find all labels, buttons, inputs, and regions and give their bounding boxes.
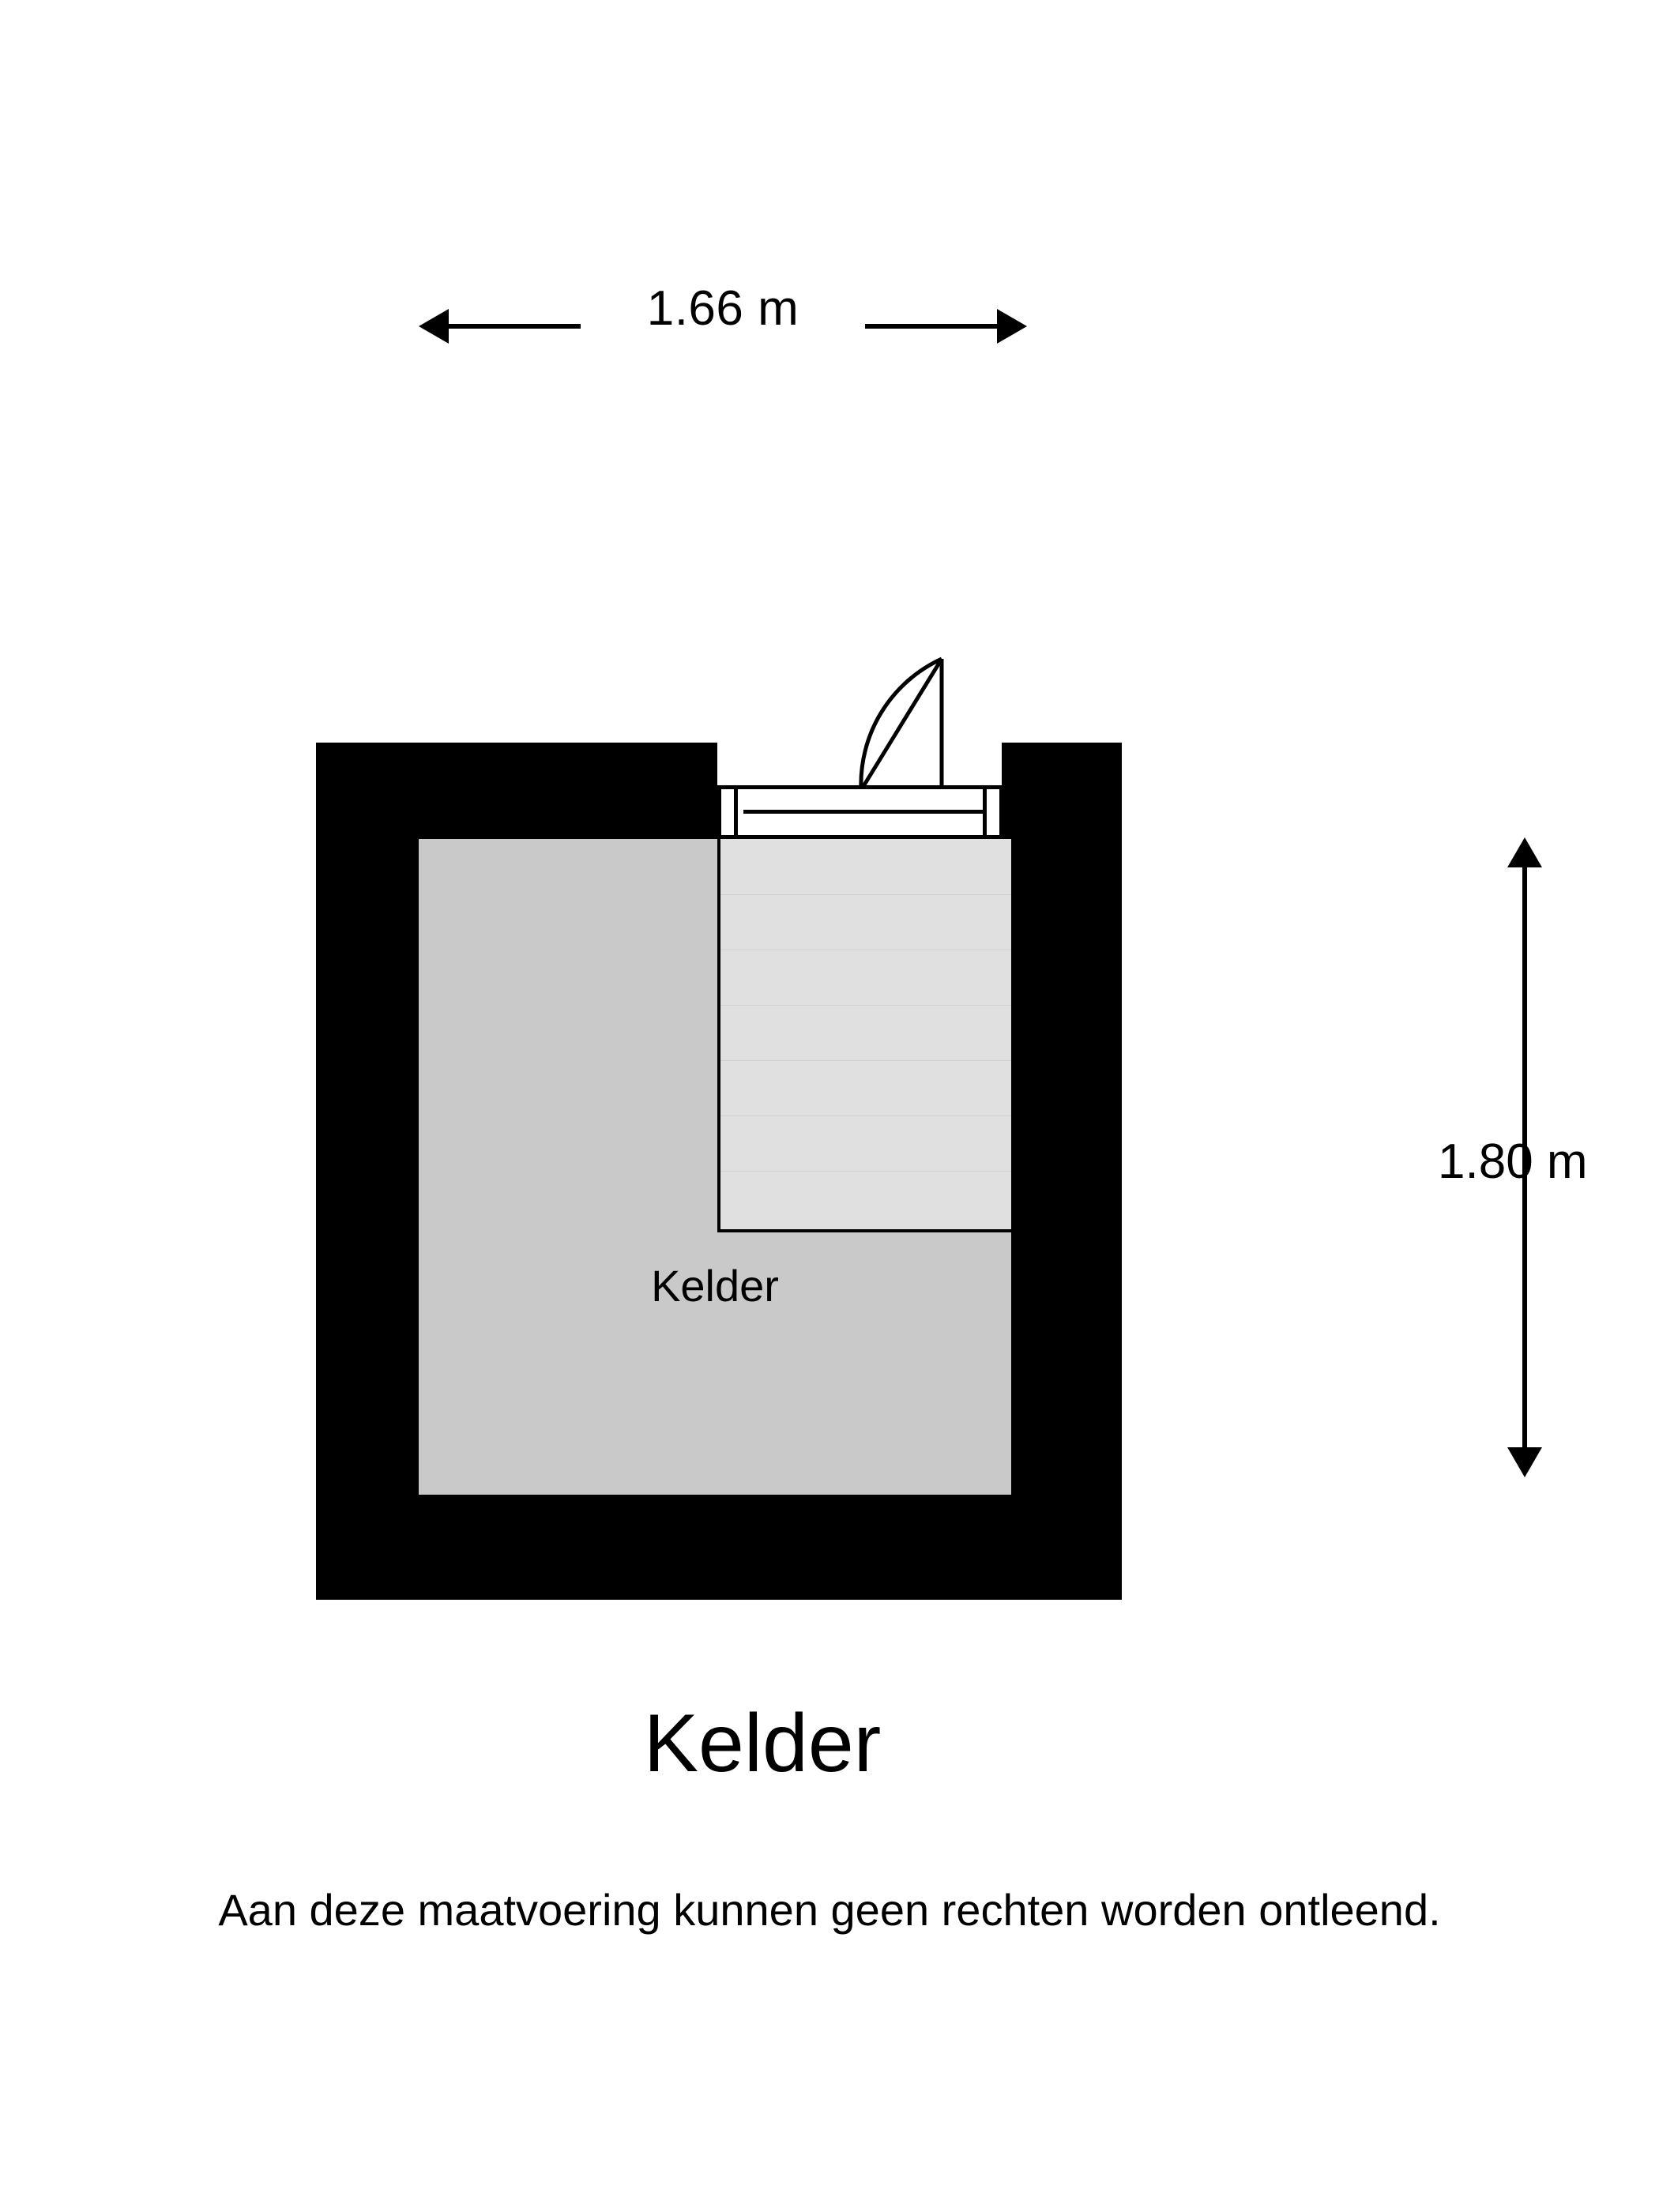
door-jamb-right [983, 785, 1003, 839]
stair-panel [717, 839, 1011, 1232]
dimension-width-label: 1.66 m [646, 281, 799, 336]
door-jamb-left [717, 785, 738, 839]
dimension-height-arrow-up-icon [1507, 837, 1542, 867]
door-opening [717, 785, 1003, 839]
room-name-label: Kelder [651, 1261, 779, 1311]
page-title: Kelder [643, 1698, 882, 1789]
dimension-height-label: 1.80 m [1438, 1134, 1588, 1189]
disclaimer-text: Aan deze maatvoering kunnen geen rechten worden ontleend. [218, 1885, 1441, 1935]
floorplan-drawing [316, 743, 1122, 1600]
dimension-width [419, 281, 1027, 379]
dimension-height-arrow-down-icon [1507, 1447, 1542, 1477]
door-swing-icon [711, 648, 1027, 798]
door-leaf-line [743, 810, 985, 814]
